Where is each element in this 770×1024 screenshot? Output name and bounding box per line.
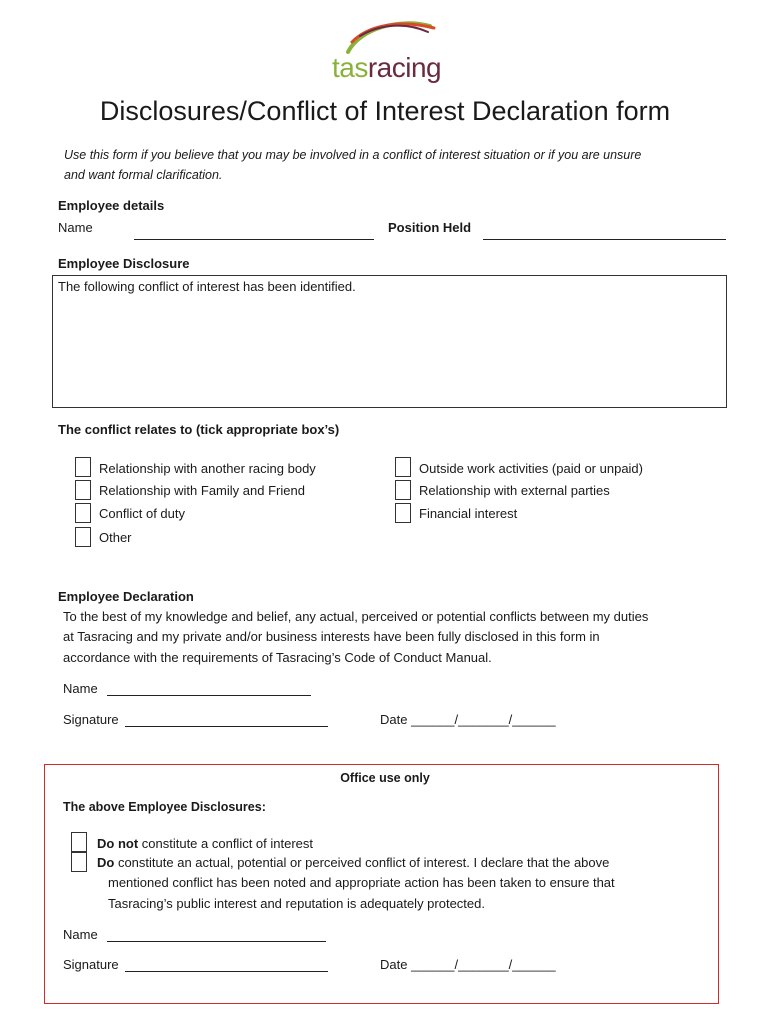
checkbox-conflict-duty[interactable] [75, 503, 91, 523]
office-option-do-bold: Do [97, 855, 115, 870]
office-option-do-not-rest: constitute a conflict of interest [138, 836, 314, 851]
office-option-do-rest: constitute an actual, potential or perceived conflict of interest. I declare that the above [114, 855, 610, 870]
checkbox-outside-work[interactable] [395, 457, 411, 477]
option-other: Other [99, 530, 132, 545]
employee-disclosure-heading: Employee Disclosure [58, 256, 190, 271]
office-name-label: Name [63, 927, 98, 942]
employee-name-field[interactable] [134, 239, 374, 240]
logo-text-tas: tas [332, 52, 368, 83]
intro-line-2: and want formal clarification. [64, 168, 223, 182]
office-signature-label: Signature [63, 957, 119, 972]
option-external-parties: Relationship with external parties [419, 483, 610, 498]
office-option-do-not-bold: Do not [97, 836, 139, 851]
logo [330, 14, 450, 88]
employee-name-label: Name [58, 220, 93, 235]
office-option-do-not [97, 836, 313, 852]
checkbox-other[interactable] [75, 527, 91, 547]
option-financial-interest: Financial interest [419, 506, 518, 521]
checkbox-racing-body[interactable] [75, 457, 91, 477]
checkbox-family-friend[interactable] [75, 480, 91, 500]
declaration-line-1: To the best of my knowledge and belief, any actual, perceived or potential conflicts between my duties [63, 609, 649, 624]
checkbox-do-constitute[interactable] [71, 852, 87, 872]
option-conflict-duty: Conflict of duty [99, 506, 185, 521]
page-title: Disclosures/Conflict of Interest Declaration form [99, 96, 671, 126]
office-option-do-line-2: mentioned conflict has been noted and appropriate action has been taken to ensure that [108, 875, 615, 890]
conflict-heading: The conflict relates to (tick appropriate box’s) [58, 422, 340, 437]
checkbox-external-parties[interactable] [395, 480, 411, 500]
office-use-subheading: The above Employee Disclosures: [63, 800, 266, 814]
declaration-signature-label: Signature [63, 712, 119, 727]
disclosure-box-text: The following conflict of interest has been identified. [58, 279, 356, 294]
disclosure-box[interactable] [52, 275, 727, 408]
declaration-name-field[interactable] [107, 695, 311, 696]
office-date-field[interactable]: Date ______/_______/______ [380, 957, 556, 972]
option-racing-body: Relationship with another racing body [99, 461, 316, 476]
logo-text-racing: racing [367, 52, 442, 83]
office-option-do [97, 855, 609, 871]
declaration-date-field[interactable]: Date ______/_______/______ [380, 712, 556, 727]
declaration-line-3: accordance with the requirements of Tasracing’s Code of Conduct Manual. [63, 650, 492, 665]
office-option-do-line-3: Tasracing’s public interest and reputation is adequately protected. [108, 896, 485, 911]
declaration-name-label: Name [63, 681, 98, 696]
option-family-friend: Relationship with Family and Friend [99, 483, 305, 498]
office-name-field[interactable] [107, 941, 326, 942]
office-signature-field[interactable] [125, 971, 328, 972]
office-use-title: Office use only [340, 771, 430, 785]
declaration-line-2: at Tasracing and my private and/or business interests have been fully disclosed in this form in [63, 629, 600, 644]
intro-line-1: Use this form if you believe that you may be involved in a conflict of interest situation or if you are unsure [64, 148, 642, 162]
position-held-field[interactable] [483, 239, 726, 240]
declaration-signature-field[interactable] [125, 726, 328, 727]
declaration-heading: Employee Declaration [58, 589, 194, 604]
option-outside-work: Outside work activities (paid or unpaid) [419, 461, 643, 476]
employee-details-heading: Employee details [58, 198, 165, 213]
checkbox-financial-interest[interactable] [395, 503, 411, 523]
position-held-label: Position Held [388, 220, 472, 235]
checkbox-do-not-constitute[interactable] [71, 832, 87, 852]
